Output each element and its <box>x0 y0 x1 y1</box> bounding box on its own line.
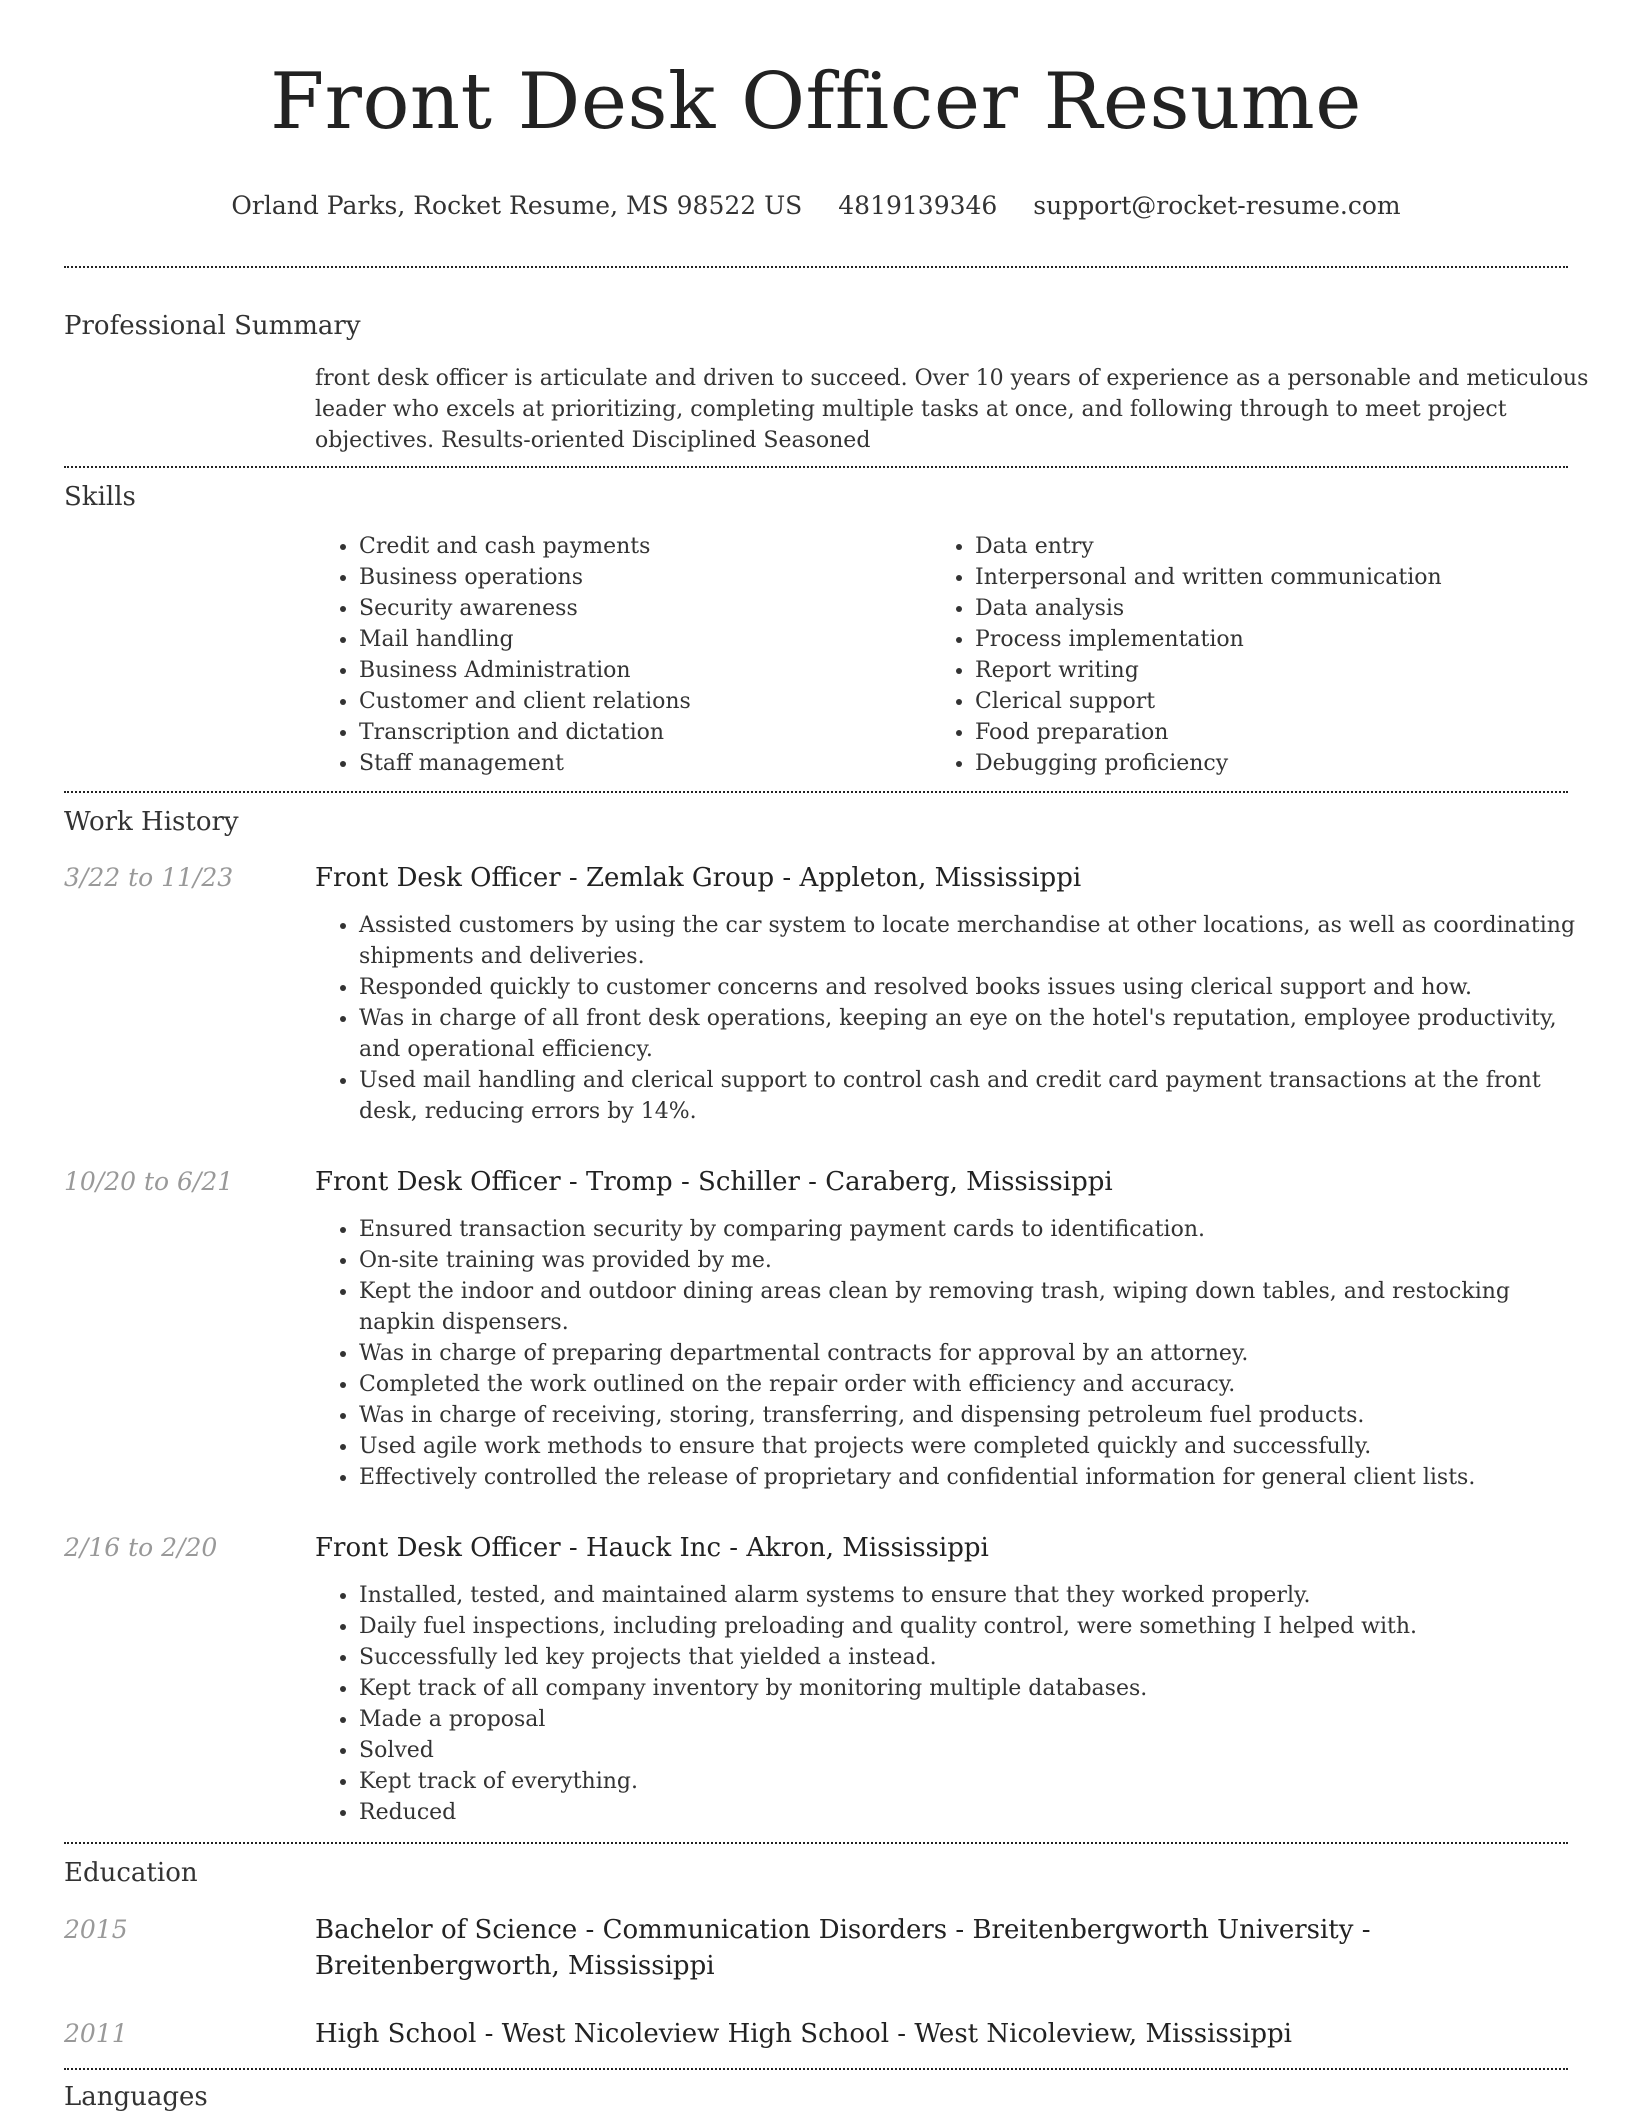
skill-item: • Process implementation <box>975 624 1547 655</box>
job-bullet: • Made a proposal <box>359 1704 1589 1735</box>
job-bullet: • Solved <box>359 1735 1589 1766</box>
skill-item: • Clerical support <box>975 686 1547 717</box>
education-date: 2011 <box>64 2019 128 2048</box>
skill-item: • Business operations <box>359 562 931 593</box>
job-bullet: • Installed, tested, and maintained alarm systems to ensure that they worked properly. <box>359 1580 1589 1611</box>
job-bullet: • Kept track of all company inventory by monitoring multiple databases. <box>359 1673 1589 1704</box>
job-bullet: • On-site training was provided by me. <box>359 1245 1589 1276</box>
skills-title: Skills <box>64 482 136 512</box>
job-bullet: • Was in charge of preparing departmental contracts for approval by an attorney. <box>359 1338 1589 1369</box>
skills-columns <box>315 531 1568 791</box>
skill-item: • Staff management <box>359 748 931 779</box>
skill-item: • Data entry <box>975 531 1547 562</box>
resume-title: Front Desk Officer Resume <box>270 57 1362 147</box>
skill-item: • Data analysis <box>975 593 1547 624</box>
job-entry <box>64 1531 1568 1828</box>
job-bullet: • Responded quickly to customer concerns and resolved books issues using clerical support and how. <box>359 972 1589 1003</box>
job-date: 3/22 to 11/23 <box>64 863 234 892</box>
job-entry <box>64 861 1576 1127</box>
skills-section <box>64 468 1568 791</box>
summary-text: front desk officer is articulate and driven to succeed. Over 10 years of experience as a personable and meticulous leader who excels at prioritizing, completing multiple tasks at once, and following through to meet project objectives. Results-oriented Disciplined Seasoned <box>315 366 1589 453</box>
job-bullet: • Reduced <box>359 1797 1589 1828</box>
education-entry <box>64 2016 1568 2052</box>
job-heading: Front Desk Officer - Zemlak Group - Appleton, Mississippi <box>315 863 1082 893</box>
job-bullet: • Kept track of everything. <box>359 1766 1589 1797</box>
job-bullet: • Used mail handling and clerical support to control cash and credit card payment transactions at the front desk, reducing errors by 14%. <box>359 1065 1589 1127</box>
job-bullet: • Ensured transaction security by comparing payment cards to identification. <box>359 1214 1589 1245</box>
job-heading: Front Desk Officer - Hauck Inc - Akron, Mississippi <box>315 1533 989 1563</box>
work-history-section <box>64 793 1576 1842</box>
job-date: 10/20 to 6/21 <box>64 1167 234 1196</box>
job-bullet: • Assisted customers by using the car system to locate merchandise at other locations, as well as coordinating shipments and deliveries. <box>359 910 1589 972</box>
job-heading: Front Desk Officer - Tromp - Schiller - Caraberg, Mississippi <box>315 1167 1113 1197</box>
skills-list-left <box>315 531 931 779</box>
job-bullet: • Daily fuel inspections, including preloading and quality control, were something I helped with. <box>359 1611 1589 1642</box>
job-bullet: • Was in charge of all front desk operations, keeping an eye on the hotel's reputation, employee productivity, and operational efficiency. <box>359 1003 1589 1065</box>
contact-line <box>64 190 1568 222</box>
skill-item: • Credit and cash payments <box>359 531 931 562</box>
education-section <box>64 1844 1568 2068</box>
skill-item: • Interpersonal and written communication <box>975 562 1547 593</box>
skill-item: • Mail handling <box>359 624 931 655</box>
job-bullet: • Completed the work outlined on the repair order with efficiency and accuracy. <box>359 1369 1589 1400</box>
education-heading: High School - West Nicoleview High School - West Nicoleview, Mississippi <box>315 2019 1292 2049</box>
languages-title: Languages <box>64 2082 208 2112</box>
job-entry <box>64 1165 1568 1493</box>
job-bullets <box>315 910 1589 1127</box>
job-bullets <box>315 1580 1589 1828</box>
contact-email: support@rocket-resume.com <box>1033 191 1401 220</box>
languages-section <box>64 2070 1568 2114</box>
skill-item: • Report writing <box>975 655 1547 686</box>
job-bullet: • Effectively controlled the release of proprietary and confidential information for general client lists. <box>359 1462 1589 1493</box>
skill-item: • Business Administration <box>359 655 931 686</box>
skill-item: • Security awareness <box>359 593 931 624</box>
education-title: Education <box>64 1858 198 1888</box>
skill-item: • Transcription and dictation <box>359 717 931 748</box>
job-bullet: • Used agile work methods to ensure that projects were completed quickly and successfully. <box>359 1431 1589 1462</box>
skills-list-right <box>931 531 1547 779</box>
job-bullet: • Was in charge of receiving, storing, transferring, and dispensing petroleum fuel products. <box>359 1400 1589 1431</box>
summary-section <box>64 268 1589 466</box>
skill-item: • Food preparation <box>975 717 1547 748</box>
contact-address: Orland Parks, Rocket Resume, MS 98522 US <box>231 191 803 220</box>
education-entry <box>64 1912 1568 1984</box>
contact-phone: 4819139346 <box>838 191 998 220</box>
job-date: 2/16 to 2/20 <box>64 1533 218 1562</box>
education-heading: Bachelor of Science - Communication Disorders - Breitenbergworth University - Breitenbergworth, Mississippi <box>315 1915 1371 1981</box>
skill-item: • Debugging proficiency <box>975 748 1547 779</box>
summary-title: Professional Summary <box>64 311 361 341</box>
work-history-title: Work History <box>64 807 239 837</box>
job-bullet: • Kept the indoor and outdoor dining areas clean by removing trash, wiping down tables, and restocking napkin dispensers. <box>359 1276 1589 1338</box>
skill-item: • Customer and client relations <box>359 686 931 717</box>
job-bullets <box>315 1214 1589 1493</box>
job-bullet: • Successfully led key projects that yielded a instead. <box>359 1642 1589 1673</box>
education-date: 2015 <box>64 1915 128 1944</box>
